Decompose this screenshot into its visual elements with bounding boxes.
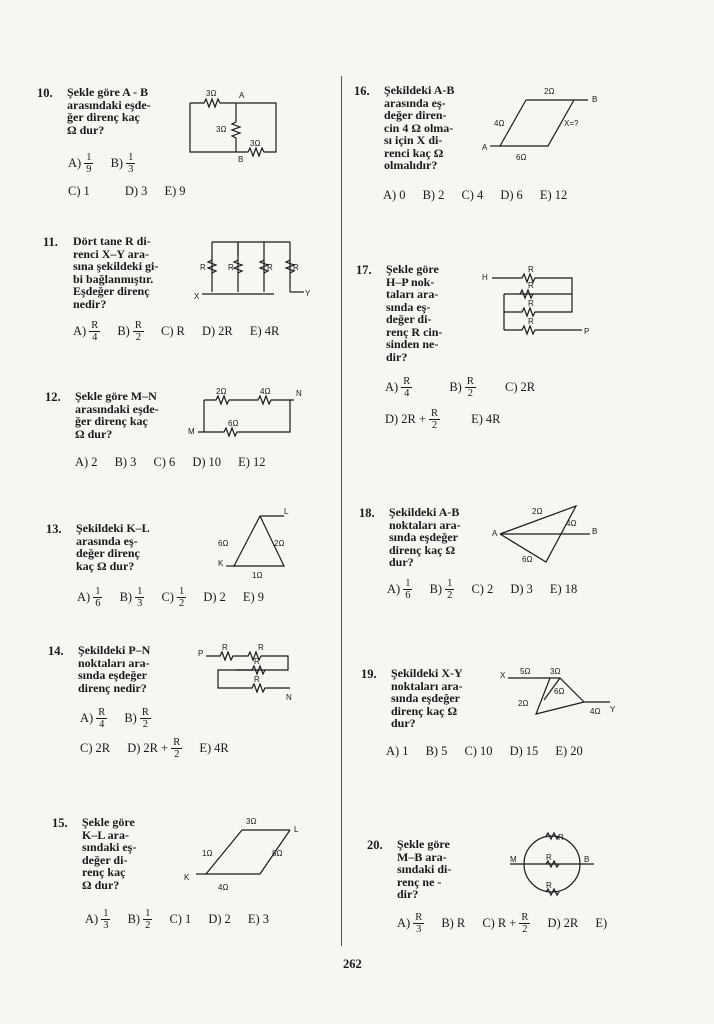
- svg-text:4Ω: 4Ω: [566, 519, 577, 528]
- question-number: 14.: [48, 644, 64, 658]
- answer-options-15: [85, 908, 283, 931]
- option-e[interactable]: E) 4R: [199, 741, 229, 755]
- option-c[interactable]: C) 6: [153, 455, 176, 469]
- svg-text:3Ω: 3Ω: [216, 125, 227, 134]
- option-d[interactable]: D) 3: [124, 184, 148, 198]
- svg-text:P: P: [584, 327, 590, 336]
- circuit-diagram-19: [498, 666, 618, 726]
- option-e[interactable]: E) 20: [555, 744, 583, 758]
- option-c[interactable]: C) 1: [169, 912, 192, 926]
- svg-text:3Ω: 3Ω: [206, 89, 217, 98]
- question-text: Şekildeki P–N noktaları ara- sında eşdeğer direnç nedir?: [78, 643, 151, 695]
- svg-text:N: N: [296, 389, 302, 398]
- question-number: 16.: [354, 84, 370, 98]
- svg-text:R: R: [258, 643, 264, 652]
- option-e[interactable]: E) 9: [164, 184, 186, 198]
- svg-text:B: B: [592, 95, 598, 104]
- svg-text:R: R: [254, 675, 260, 684]
- circuit-diagram-14: [196, 642, 296, 700]
- option-c[interactable]: C) 2R: [80, 741, 111, 755]
- answer-options-10: [68, 152, 149, 175]
- option-c[interactable]: C) 4: [461, 188, 484, 202]
- svg-text:1Ω: 1Ω: [252, 571, 263, 580]
- svg-text:R: R: [528, 299, 534, 308]
- svg-text:2Ω: 2Ω: [216, 387, 227, 396]
- option-c[interactable]: C) $\frac{1}{2}$: [161, 586, 185, 609]
- svg-text:4Ω: 4Ω: [494, 119, 505, 128]
- svg-text:6Ω: 6Ω: [516, 153, 527, 162]
- option-b[interactable]: B) $\frac{1}{3}$: [110, 152, 134, 175]
- option-e[interactable]: E): [595, 916, 608, 930]
- answer-options-13: [77, 586, 278, 609]
- answer-options-20: [397, 912, 624, 935]
- svg-text:R: R: [528, 317, 534, 326]
- circuit-diagram-11: [192, 236, 312, 304]
- option-e[interactable]: E) 3: [247, 912, 269, 926]
- svg-text:K: K: [184, 873, 190, 882]
- svg-text:L: L: [294, 825, 299, 834]
- question-number: 19.: [361, 667, 377, 681]
- option-d[interactable]: D) 2R + $\frac{R}{2}$: [385, 408, 438, 431]
- answer-options-14: [80, 707, 165, 730]
- svg-text:6Ω: 6Ω: [228, 419, 239, 428]
- svg-text:8Ω: 8Ω: [272, 849, 283, 858]
- question-text: Dört tane R di- renci X–Y ara- sına şekildeki gi- bi bağlanmıştır. Eşdeğer direnç nedir?: [73, 234, 159, 311]
- circuit-diagram-10: [186, 86, 296, 164]
- question-number: 17.: [356, 263, 372, 277]
- question-number: 10.: [37, 86, 53, 100]
- svg-text:2Ω: 2Ω: [532, 507, 543, 516]
- svg-text:A: A: [482, 143, 488, 152]
- svg-text:R: R: [528, 281, 534, 290]
- option-a[interactable]: A) $\frac{R}{4}$: [73, 320, 99, 343]
- question-text: Şekildeki K–L arasında eş- değer direnç kaç Ω dur?: [76, 521, 150, 573]
- svg-text:M: M: [188, 427, 195, 436]
- svg-text:4Ω: 4Ω: [590, 707, 601, 716]
- answer-options-19: [386, 744, 597, 759]
- svg-text:B: B: [238, 155, 244, 164]
- option-b[interactable]: B) $\frac{1}{2}$: [429, 578, 453, 601]
- circuit-diagram-13: [204, 506, 304, 584]
- option-a[interactable]: A) $\frac{R}{4}$: [385, 376, 411, 399]
- svg-text:6Ω: 6Ω: [522, 555, 533, 564]
- question-number: 12.: [45, 390, 61, 404]
- answer-options-10b: [68, 184, 200, 199]
- svg-text:L: L: [284, 507, 289, 516]
- svg-text:1Ω: 1Ω: [202, 849, 213, 858]
- option-e[interactable]: E) 18: [549, 582, 578, 596]
- question-text: Şekildeki A-B noktaları ara- sında eşdeğer direnç kaç Ω dur?: [389, 505, 461, 569]
- svg-text:R: R: [528, 265, 534, 274]
- svg-text:5Ω: 5Ω: [520, 667, 531, 676]
- answer-options-16: [383, 188, 581, 203]
- option-a[interactable]: A) $\frac{1}{3}$: [85, 908, 109, 931]
- option-c[interactable]: C) 1: [68, 184, 90, 198]
- svg-text:3Ω: 3Ω: [550, 667, 561, 676]
- svg-text:B: B: [584, 855, 590, 864]
- option-e[interactable]: E) 9: [242, 590, 264, 604]
- option-d[interactable]: D) 2R: [547, 916, 579, 930]
- option-e[interactable]: E) 12: [539, 188, 568, 202]
- answer-options-12: [75, 455, 279, 470]
- option-a[interactable]: A) 0: [383, 188, 406, 202]
- option-e[interactable]: E) 12: [238, 455, 266, 469]
- circuit-diagram-16: [478, 84, 602, 164]
- question-text: Şekle göre M–N arasındaki eşde- ğer direnç kaç Ω dur?: [75, 389, 159, 441]
- option-a[interactable]: A) $\frac{R}{3}$: [397, 912, 423, 935]
- option-a[interactable]: A) 1: [386, 744, 409, 758]
- answer-options-17b: [385, 408, 515, 431]
- circuit-diagram-20: [506, 830, 606, 902]
- question-text: Şekle göre H–P nok- taları ara- sında eş- değer di- renç R cin- sinden ne- dir?: [386, 262, 443, 364]
- svg-text:2Ω: 2Ω: [518, 699, 529, 708]
- answer-options-14b: [80, 737, 243, 760]
- column-divider: [341, 76, 342, 946]
- question-text: Şekle göre M–B ara- sındaki di- renç ne - dir?: [397, 837, 452, 901]
- svg-text:N: N: [286, 693, 292, 702]
- question-number: 13.: [46, 522, 62, 536]
- option-d[interactable]: D) 2: [208, 912, 231, 926]
- svg-text:R: R: [267, 263, 273, 272]
- option-b[interactable]: B) $\frac{R}{2}$: [449, 376, 474, 399]
- question-text: Şekle göre A - B arasındaki eşde- ğer direnç kaç Ω dur?: [67, 85, 151, 137]
- svg-text:3Ω: 3Ω: [246, 817, 257, 826]
- question-number: 20.: [367, 838, 383, 852]
- svg-text:M: M: [510, 855, 517, 864]
- svg-text:B: B: [592, 527, 598, 536]
- option-b[interactable]: B) $\frac{R}{2}$: [117, 320, 142, 343]
- svg-text:R: R: [293, 263, 299, 272]
- option-c[interactable]: C) R: [160, 324, 185, 338]
- option-b[interactable]: B) $\frac{1}{3}$: [119, 586, 143, 609]
- option-d[interactable]: D) 2R + $\frac{R}{2}$: [127, 737, 181, 760]
- option-a[interactable]: A) $\frac{1}{6}$: [77, 586, 101, 609]
- option-c[interactable]: C) 2: [471, 582, 494, 596]
- question-number: 11.: [43, 235, 58, 249]
- option-b[interactable]: B) $\frac{1}{2}$: [127, 908, 151, 931]
- svg-text:4Ω: 4Ω: [260, 387, 271, 396]
- svg-text:2Ω: 2Ω: [544, 87, 555, 96]
- svg-text:A: A: [239, 91, 245, 100]
- option-b[interactable]: B) R: [441, 916, 466, 930]
- svg-text:6Ω: 6Ω: [554, 687, 565, 696]
- option-d[interactable]: D) 2: [203, 590, 226, 604]
- page-number: 262: [343, 957, 362, 971]
- svg-text:A: A: [492, 529, 498, 538]
- answer-options-11: [73, 320, 293, 343]
- option-d[interactable]: D) 15: [509, 744, 539, 758]
- answer-options-18: [387, 578, 591, 601]
- option-c[interactable]: C) 10: [464, 744, 493, 758]
- option-b[interactable]: B) 5: [425, 744, 448, 758]
- circuit-diagram-17: [482, 266, 598, 342]
- svg-text:4Ω: 4Ω: [218, 883, 229, 892]
- svg-text:R: R: [200, 263, 206, 272]
- answer-options-17: [385, 376, 549, 399]
- option-a[interactable]: A) $\frac{1}{6}$: [387, 578, 411, 601]
- option-b[interactable]: B) 3: [114, 455, 137, 469]
- option-e[interactable]: E) 4R: [249, 324, 280, 338]
- svg-text:Y: Y: [610, 705, 616, 714]
- circuit-diagram-18: [490, 500, 610, 570]
- svg-text:Y: Y: [305, 289, 311, 298]
- svg-text:R: R: [222, 643, 228, 652]
- svg-text:X: X: [500, 671, 506, 680]
- option-a[interactable]: A) $\frac{1}{9}$: [68, 152, 92, 175]
- option-a[interactable]: A) 2: [75, 455, 98, 469]
- question-number: 15.: [52, 816, 68, 830]
- question-text: Şekildeki X-Y noktaları ara- sında eşdeğer direnç kaç Ω dur?: [391, 666, 463, 730]
- question-text: Şekle göre K–L ara- sındaki eş- değer di- renç kaç Ω dur?: [82, 815, 137, 892]
- svg-text:R: R: [546, 853, 552, 862]
- option-a[interactable]: A) $\frac{R}{4}$: [80, 707, 106, 730]
- option-b[interactable]: B) 2: [422, 188, 445, 202]
- option-d[interactable]: D) 10: [192, 455, 222, 469]
- option-c[interactable]: C) 2R: [504, 380, 536, 394]
- circuit-diagram-15: [180, 816, 310, 894]
- option-b[interactable]: B) $\frac{R}{2}$: [124, 707, 149, 730]
- option-d[interactable]: D) 3: [510, 582, 533, 596]
- svg-text:R: R: [558, 833, 564, 842]
- option-e[interactable]: E) 4R: [471, 412, 501, 426]
- option-d[interactable]: D) 2R: [201, 324, 233, 338]
- svg-text:6Ω: 6Ω: [218, 539, 229, 548]
- svg-text:K: K: [218, 559, 224, 568]
- svg-text:X=?: X=?: [564, 119, 579, 128]
- option-d[interactable]: D) 6: [500, 188, 523, 202]
- svg-text:X: X: [194, 292, 200, 301]
- svg-text:R: R: [546, 881, 552, 890]
- svg-text:R: R: [228, 263, 234, 272]
- question-text: Şekildeki A-B arasında eş- değer diren- cin 4 Ω olma- sı için X di- renci kaç Ω olmalıdır?: [384, 83, 455, 172]
- svg-text:P: P: [198, 649, 204, 658]
- question-number: 18.: [359, 506, 375, 520]
- svg-text:2Ω: 2Ω: [274, 539, 285, 548]
- svg-text:H: H: [482, 273, 488, 282]
- svg-text:3Ω: 3Ω: [250, 139, 261, 148]
- circuit-diagram-12: [188, 388, 308, 438]
- option-c[interactable]: C) R + $\frac{R}{2}$: [482, 912, 529, 935]
- svg-text:R: R: [254, 657, 260, 666]
